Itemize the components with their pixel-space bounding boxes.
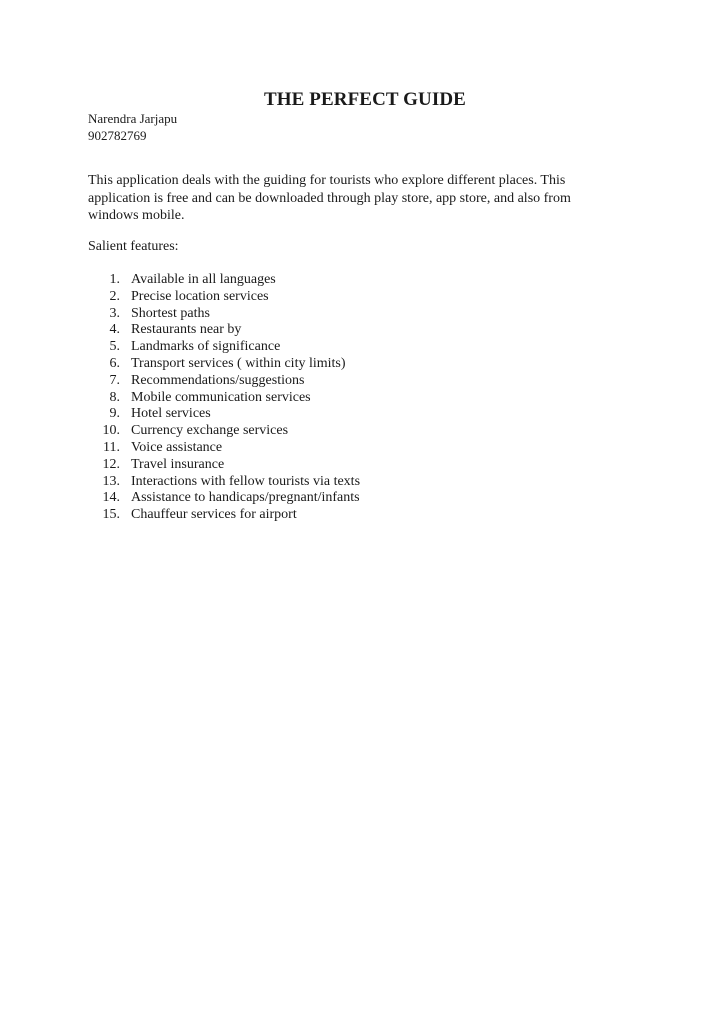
- list-item-number: 1.: [109, 272, 120, 287]
- list-item-number: 12.: [102, 456, 120, 472]
- features-heading: Salient features:: [88, 239, 179, 254]
- list-item-text: Currency exchange services: [131, 423, 289, 439]
- list-item: [98, 373, 360, 390]
- list-item: [98, 390, 360, 407]
- list-item: [98, 289, 360, 306]
- list-item-text: Restaurants near by: [131, 322, 242, 338]
- list-item-number: 10.: [102, 423, 120, 439]
- features-list: [98, 272, 360, 524]
- list-item-number: 14.: [102, 490, 120, 506]
- list-item-number: 5.: [109, 339, 120, 355]
- list-item-number: 6.: [109, 355, 120, 371]
- list-item: [98, 474, 360, 491]
- document-title: THE PERFECT GUIDE: [264, 89, 466, 110]
- list-item-text: Travel insurance: [131, 456, 225, 472]
- list-item-number: 15.: [102, 507, 120, 523]
- list-item-number: 4.: [109, 322, 120, 338]
- list-item-number: 7.: [109, 372, 120, 388]
- list-item: [98, 490, 360, 507]
- list-item: [98, 272, 360, 289]
- list-item: [98, 457, 360, 474]
- list-item-number: 2.: [109, 288, 120, 304]
- list-item-text: Interactions with fellow tourists via texts: [131, 473, 361, 489]
- intro-paragraph: This application deals with the guiding for tourists who explore different places. This application is free and can be downloaded through play store, app store, and also from windows mobile.: [88, 173, 571, 223]
- list-item-text: Mobile communication services: [131, 389, 311, 405]
- list-item-text: Precise location services: [131, 288, 269, 304]
- list-item-number: 11.: [103, 439, 120, 455]
- author-block: [88, 110, 177, 144]
- list-item: [98, 423, 360, 440]
- list-item: [98, 306, 360, 323]
- list-item-text: Voice assistance: [131, 439, 223, 455]
- list-item-text: Shortest paths: [131, 305, 210, 321]
- list-item-text: Landmarks of significance: [131, 339, 281, 355]
- list-item-text: Available in all languages: [131, 272, 276, 287]
- list-item-text: Chauffeur services for airport: [131, 507, 297, 523]
- list-item-text: Recommendations/suggestions: [131, 372, 305, 388]
- list-item-text: Hotel services: [131, 406, 211, 422]
- list-item: [98, 339, 360, 356]
- list-item: [98, 440, 360, 457]
- list-item-text: Assistance to handicaps/pregnant/infants: [131, 490, 360, 506]
- list-item: [98, 406, 360, 423]
- list-item-number: 8.: [109, 389, 120, 405]
- author-id: 902782769: [88, 128, 147, 143]
- list-item-text: Transport services ( within city limits): [131, 355, 346, 371]
- list-item: [98, 356, 360, 373]
- list-item: [98, 322, 360, 339]
- author-name: Narendra Jarjapu: [88, 111, 178, 126]
- list-item-number: 13.: [102, 473, 120, 489]
- list-item: [98, 507, 360, 524]
- list-item-number: 9.: [109, 406, 120, 422]
- list-item-number: 3.: [109, 305, 120, 321]
